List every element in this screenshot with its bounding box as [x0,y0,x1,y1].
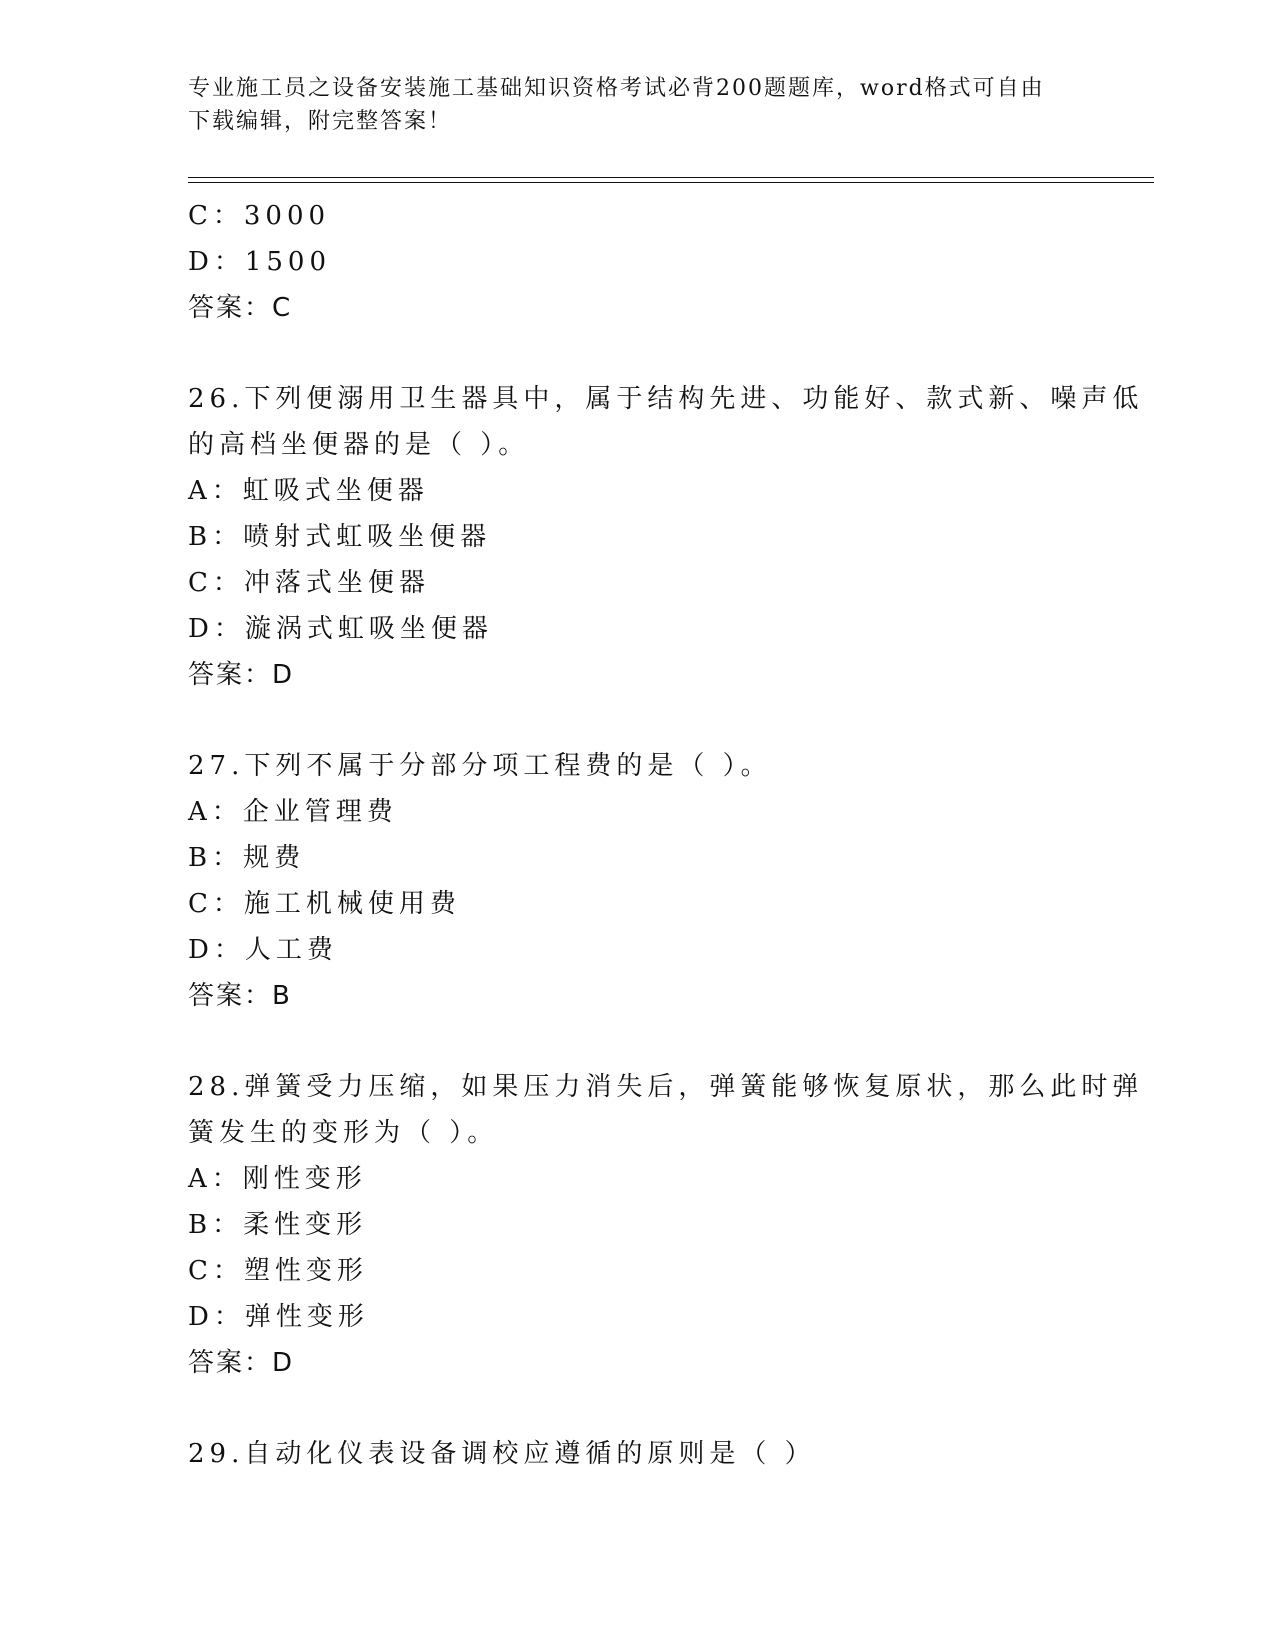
option-b: B：规费 [188,843,306,873]
option-b: B：喷射式虹吸坐便器 [188,522,492,552]
question-27 [188,743,1088,1019]
question-text: 27.下列不属于分部分项工程费的是（ ）。 [188,751,772,781]
answer-line: 答案：D [188,1348,295,1378]
option-d: D：漩涡式虹吸坐便器 [188,614,493,644]
option-c: C：塑性变形 [188,1256,368,1286]
option-a: A：企业管理费 [188,797,398,827]
question-text: 29.自动化仪表设备调校应遵循的原则是（ ） [188,1439,816,1469]
answer-line: 答案：D [188,660,295,690]
option-b: B：柔性变形 [188,1210,368,1240]
header-line-2: 下载编辑，附完整答案！ [188,109,453,134]
question-text: 26.下列便溺用卫生器具中，属于结构先进、功能好、款式新、噪声低 [188,384,1144,414]
option-c: C：施工机械使用费 [188,889,461,919]
question-25-tail [188,193,1088,331]
question-28 [188,1064,1144,1386]
option-d: D：弹性变形 [188,1302,369,1332]
question-list [188,193,1144,1477]
option-d: D：人工费 [188,935,338,965]
option-d: D：1500 [188,247,332,277]
option-c: C：3000 [188,201,331,231]
answer-line: 答案：C [188,293,293,323]
question-26 [188,376,1144,698]
question-29 [188,1431,1088,1477]
option-a: A：虹吸式坐便器 [188,476,429,506]
header-line-1: 专业施工员之设备安装施工基础知识资格考试必背200题题库，word格式可自由 [188,76,1045,101]
option-a: A：刚性变形 [188,1164,367,1194]
question-text-continued: 的高档坐便器的是（ ）。 [188,430,530,460]
option-c: C：冲落式坐便器 [188,568,430,598]
document-header [188,72,1088,138]
question-text: 28.弹簧受力压缩，如果压力消失后，弹簧能够恢复原状，那么此时弹 [188,1072,1144,1102]
header-divider-top [188,177,1154,178]
header-divider-bottom [188,182,1154,183]
question-text-continued: 簧发生的变形为（ ）。 [188,1118,499,1148]
answer-line: 答案：B [188,981,292,1011]
